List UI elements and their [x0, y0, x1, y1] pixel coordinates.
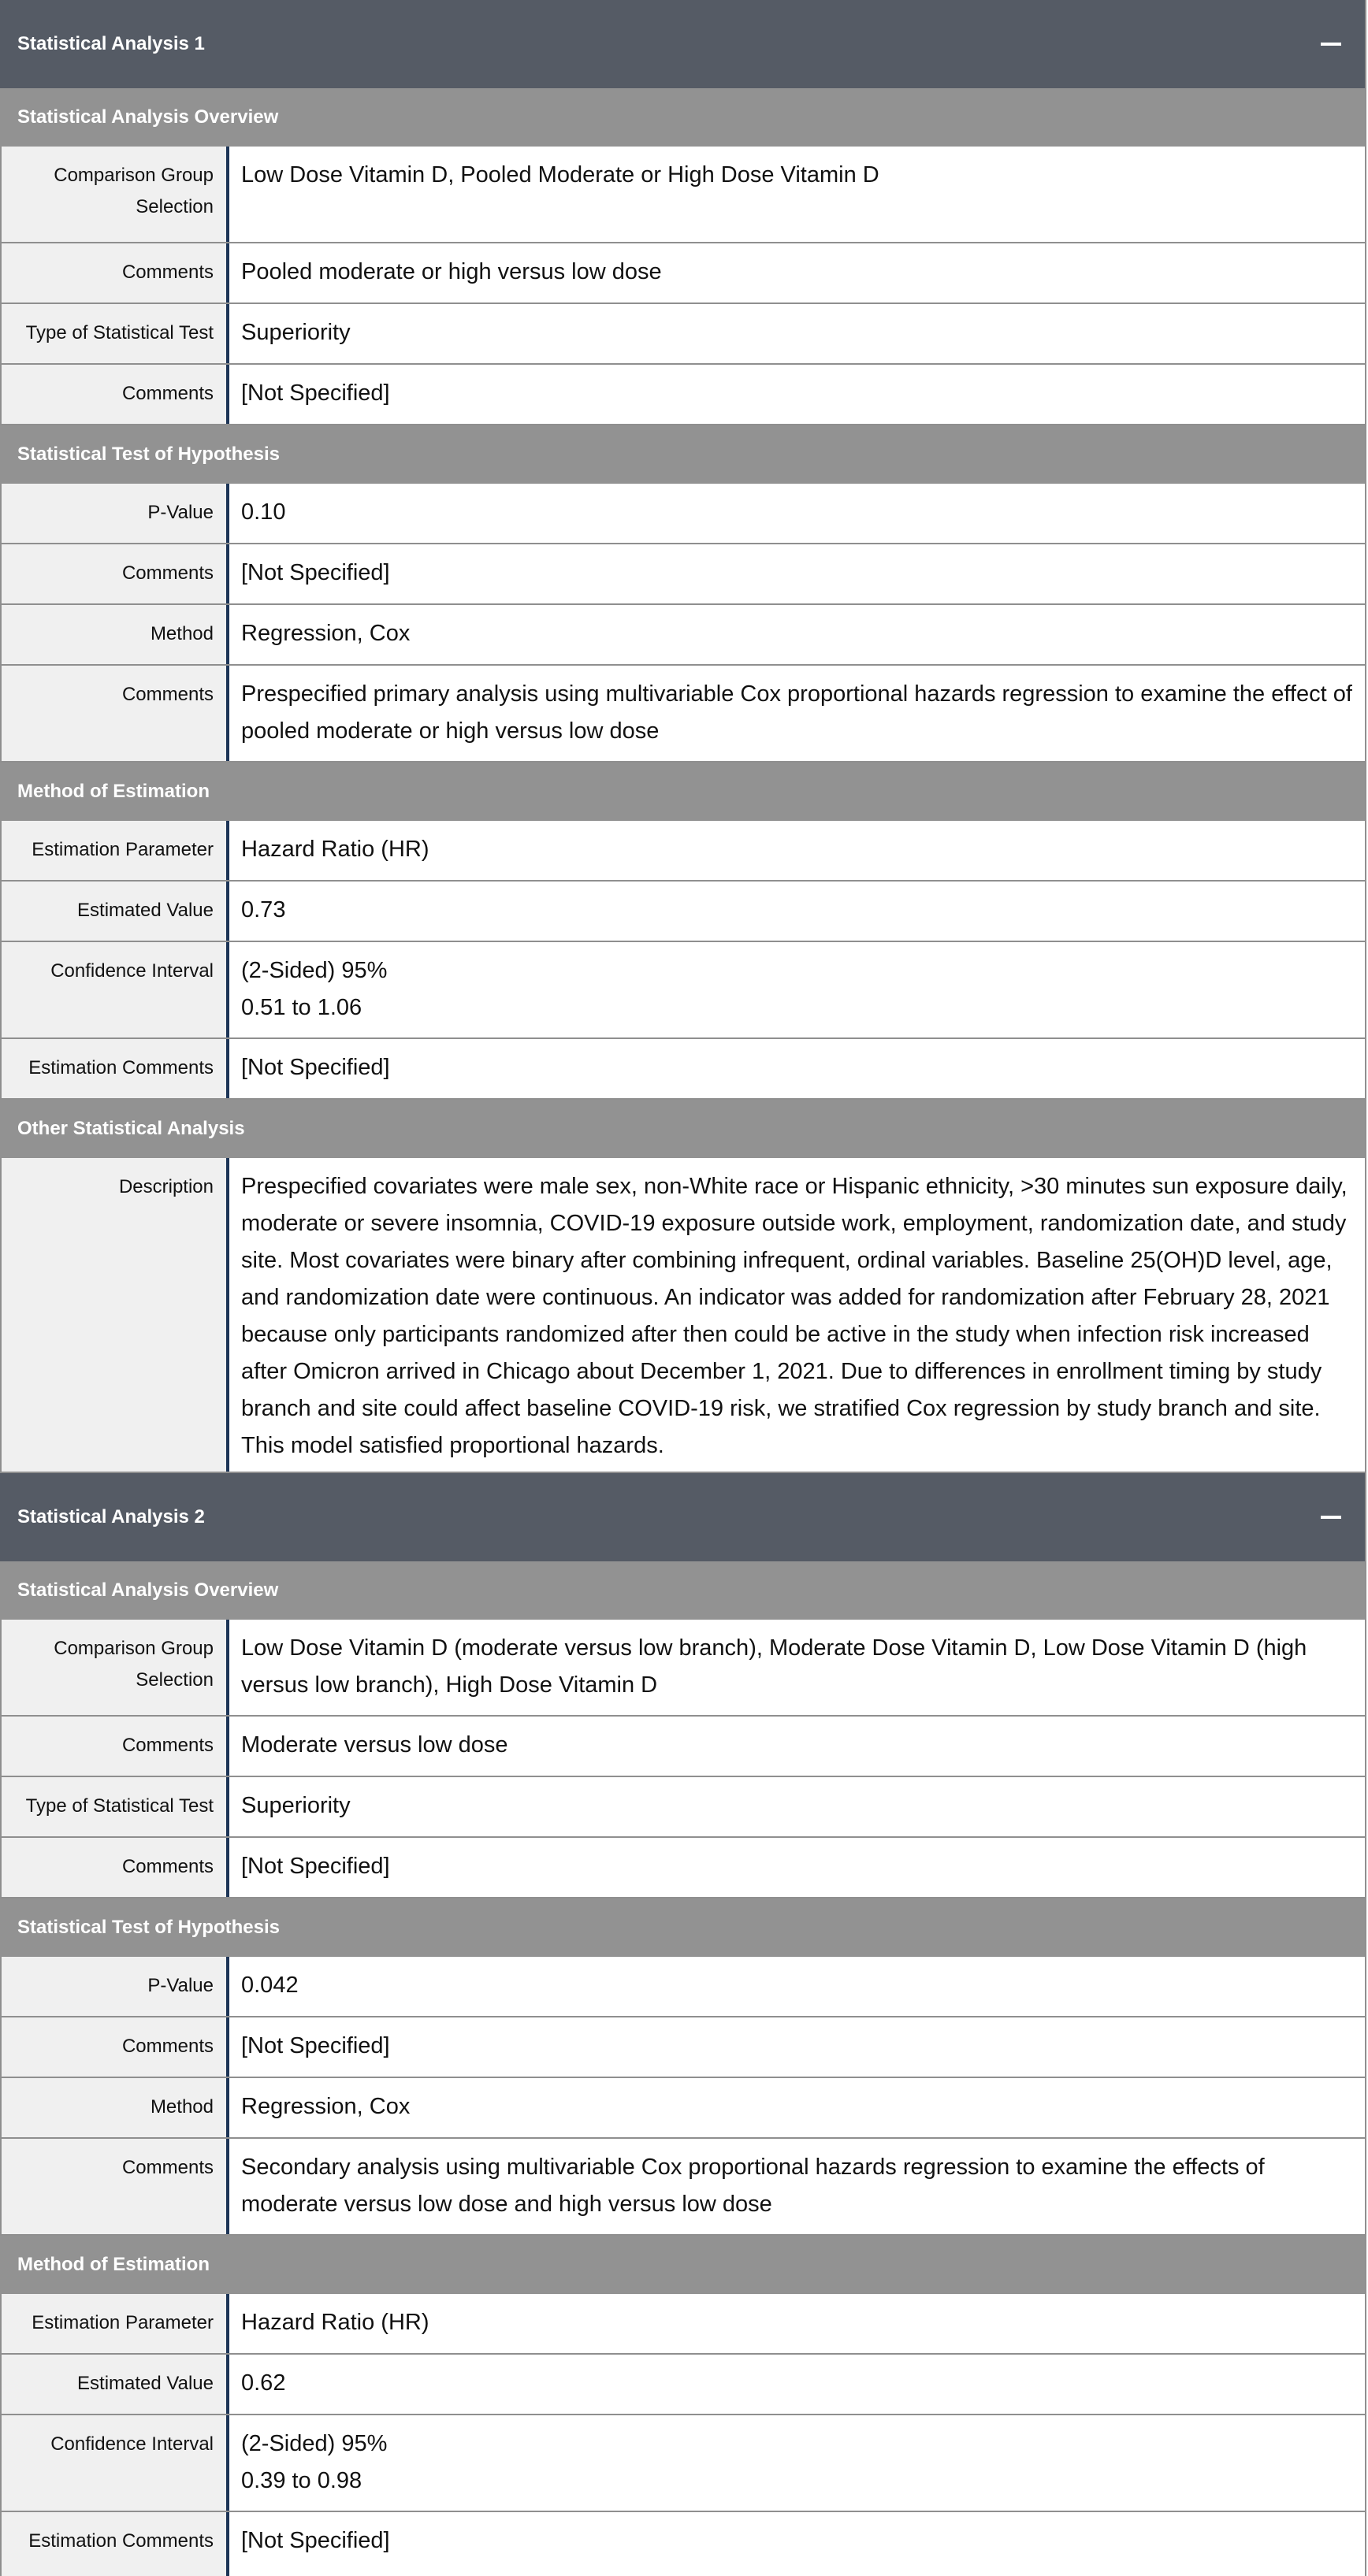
row-label: Method: [0, 2078, 229, 2137]
analysis-title: Statistical Analysis 2: [17, 1506, 205, 1527]
row-value: 0.73: [241, 897, 286, 922]
minus-icon[interactable]: [1321, 43, 1341, 46]
section-heading-overview: Statistical Analysis Overview: [0, 1561, 1365, 1620]
row-comments: [0, 1838, 1365, 1899]
row-label: Confidence Interval: [0, 2415, 229, 2511]
minus-icon[interactable]: [1321, 1516, 1341, 1519]
row-comments: [0, 1717, 1365, 1777]
row-value: Secondary analysis using multivariable Cox proportional hazards regression to examine the effects of moderate versus low dose and high versus low dose: [241, 2155, 1265, 2217]
row-comments: [0, 365, 1365, 425]
row-value: Prespecified primary analysis using multivariable Cox proportional hazards regression to examine the effect of pooled moderate or high versus low dose: [241, 681, 1352, 744]
row-value: Prespecified covariates were male sex, non-White race or Hispanic ethnicity, >30 minutes sun exposure daily, moderate or severe insomnia, COVID-19 exposure outside work, employment, randomization date, and study site. Most covariates were binary after combining infrequent, ordinal variables. Baseline 25(OH)D level, age, and randomization date were continuous. An indicator was added for randomization after February 28, 2021 because only participants randomized after then could be active in the study when infection risk increased after Omicron arrived in Chicago about December 1, 2021. Due to differences in enrollment timing by study branch and site could affect baseline COVID-19 risk, we stratified Cox regression by study branch and site. This model satisfied proportional hazards.: [241, 1174, 1348, 1458]
section-heading-hypothesis: Statistical Test of Hypothesis: [0, 425, 1365, 484]
row-label: Type of Statistical Test: [0, 1777, 229, 1836]
row-label: Comparison Group Selection: [0, 147, 229, 242]
ci-type: (2-Sided) 95%: [241, 2431, 388, 2456]
row-comments: [0, 544, 1365, 605]
row-estimated-value: [0, 2355, 1365, 2415]
row-value: Hazard Ratio (HR): [241, 2310, 429, 2335]
section-heading-overview: Statistical Analysis Overview: [0, 88, 1365, 147]
row-value: Regression, Cox: [241, 621, 411, 646]
row-value: [Not Specified]: [241, 380, 390, 406]
row-estimation-parameter: [0, 821, 1365, 882]
row-label: Method: [0, 605, 229, 664]
row-confidence-interval: [0, 942, 1365, 1039]
row-comparison-group: [0, 147, 1365, 243]
row-value: [Not Specified]: [241, 1055, 390, 1080]
row-value: Hazard Ratio (HR): [241, 837, 429, 862]
row-test-type: [0, 1777, 1365, 1838]
ci-range: 0.39 to 0.98: [241, 2468, 362, 2493]
row-comparison-group: [0, 1620, 1365, 1717]
row-p-value: [0, 1957, 1365, 2017]
row-value: [229, 2415, 1365, 2511]
row-label: Comments: [0, 1717, 229, 1776]
row-value: [Not Specified]: [241, 1854, 390, 1879]
row-value: 0.042: [241, 1973, 299, 1998]
row-label: Estimation Parameter: [0, 2294, 229, 2353]
row-value: 0.10: [241, 499, 286, 525]
row-label: Estimation Comments: [0, 2512, 229, 2576]
row-value: Low Dose Vitamin D (moderate versus low branch), Moderate Dose Vitamin D, Low Dose Vitamin D (high versus low branch), High Dose Vitamin D: [241, 1635, 1307, 1698]
row-value: Pooled moderate or high versus low dose: [241, 259, 662, 284]
row-description: [0, 1158, 1365, 1473]
row-label: Description: [0, 1158, 229, 1472]
row-label: Estimation Parameter: [0, 821, 229, 880]
row-label: Comments: [0, 243, 229, 303]
section-heading-other: Other Statistical Analysis: [0, 1100, 1365, 1158]
row-label: Comments: [0, 544, 229, 603]
row-label: Comments: [0, 2017, 229, 2077]
row-label: Comparison Group Selection: [0, 1620, 229, 1715]
analysis-title: Statistical Analysis 1: [17, 33, 205, 54]
row-label: Comments: [0, 365, 229, 424]
row-label: Comments: [0, 2139, 229, 2234]
row-comments: [0, 2139, 1365, 2236]
row-label: Comments: [0, 1838, 229, 1897]
row-label: Confidence Interval: [0, 942, 229, 1037]
analysis-header[interactable]: [0, 1473, 1365, 1561]
row-value: Regression, Cox: [241, 2094, 411, 2119]
row-label: P-Value: [0, 484, 229, 543]
row-value: Superiority: [241, 1793, 351, 1818]
row-value: [229, 942, 1365, 1037]
row-estimation-comments: [0, 2512, 1365, 2576]
row-method: [0, 605, 1365, 666]
row-value: Superiority: [241, 320, 351, 345]
row-comments: [0, 243, 1365, 304]
ci-range: 0.51 to 1.06: [241, 995, 362, 1020]
section-heading-estimation: Method of Estimation: [0, 763, 1365, 821]
row-label: Estimation Comments: [0, 1039, 229, 1098]
row-label: Type of Statistical Test: [0, 304, 229, 363]
row-value: [Not Specified]: [241, 2528, 390, 2553]
row-value: [Not Specified]: [241, 560, 390, 585]
section-heading-hypothesis: Statistical Test of Hypothesis: [0, 1899, 1365, 1957]
analysis-header[interactable]: [0, 0, 1365, 88]
statistical-analysis-2: [0, 1473, 1365, 2576]
row-confidence-interval: [0, 2415, 1365, 2512]
row-p-value: [0, 484, 1365, 544]
row-estimation-comments: [0, 1039, 1365, 1100]
row-label: P-Value: [0, 1957, 229, 2016]
row-estimated-value: [0, 882, 1365, 942]
row-estimation-parameter: [0, 2294, 1365, 2355]
row-value: 0.62: [241, 2370, 286, 2396]
row-value: Moderate versus low dose: [241, 1732, 508, 1758]
row-value: Low Dose Vitamin D, Pooled Moderate or High Dose Vitamin D: [241, 162, 879, 187]
row-label: Estimated Value: [0, 882, 229, 941]
row-comments: [0, 666, 1365, 763]
row-method: [0, 2078, 1365, 2139]
row-value: [Not Specified]: [241, 2033, 390, 2058]
row-label: Comments: [0, 666, 229, 761]
row-comments: [0, 2017, 1365, 2078]
row-test-type: [0, 304, 1365, 365]
ci-type: (2-Sided) 95%: [241, 958, 388, 983]
row-label: Estimated Value: [0, 2355, 229, 2414]
section-heading-estimation: Method of Estimation: [0, 2236, 1365, 2294]
